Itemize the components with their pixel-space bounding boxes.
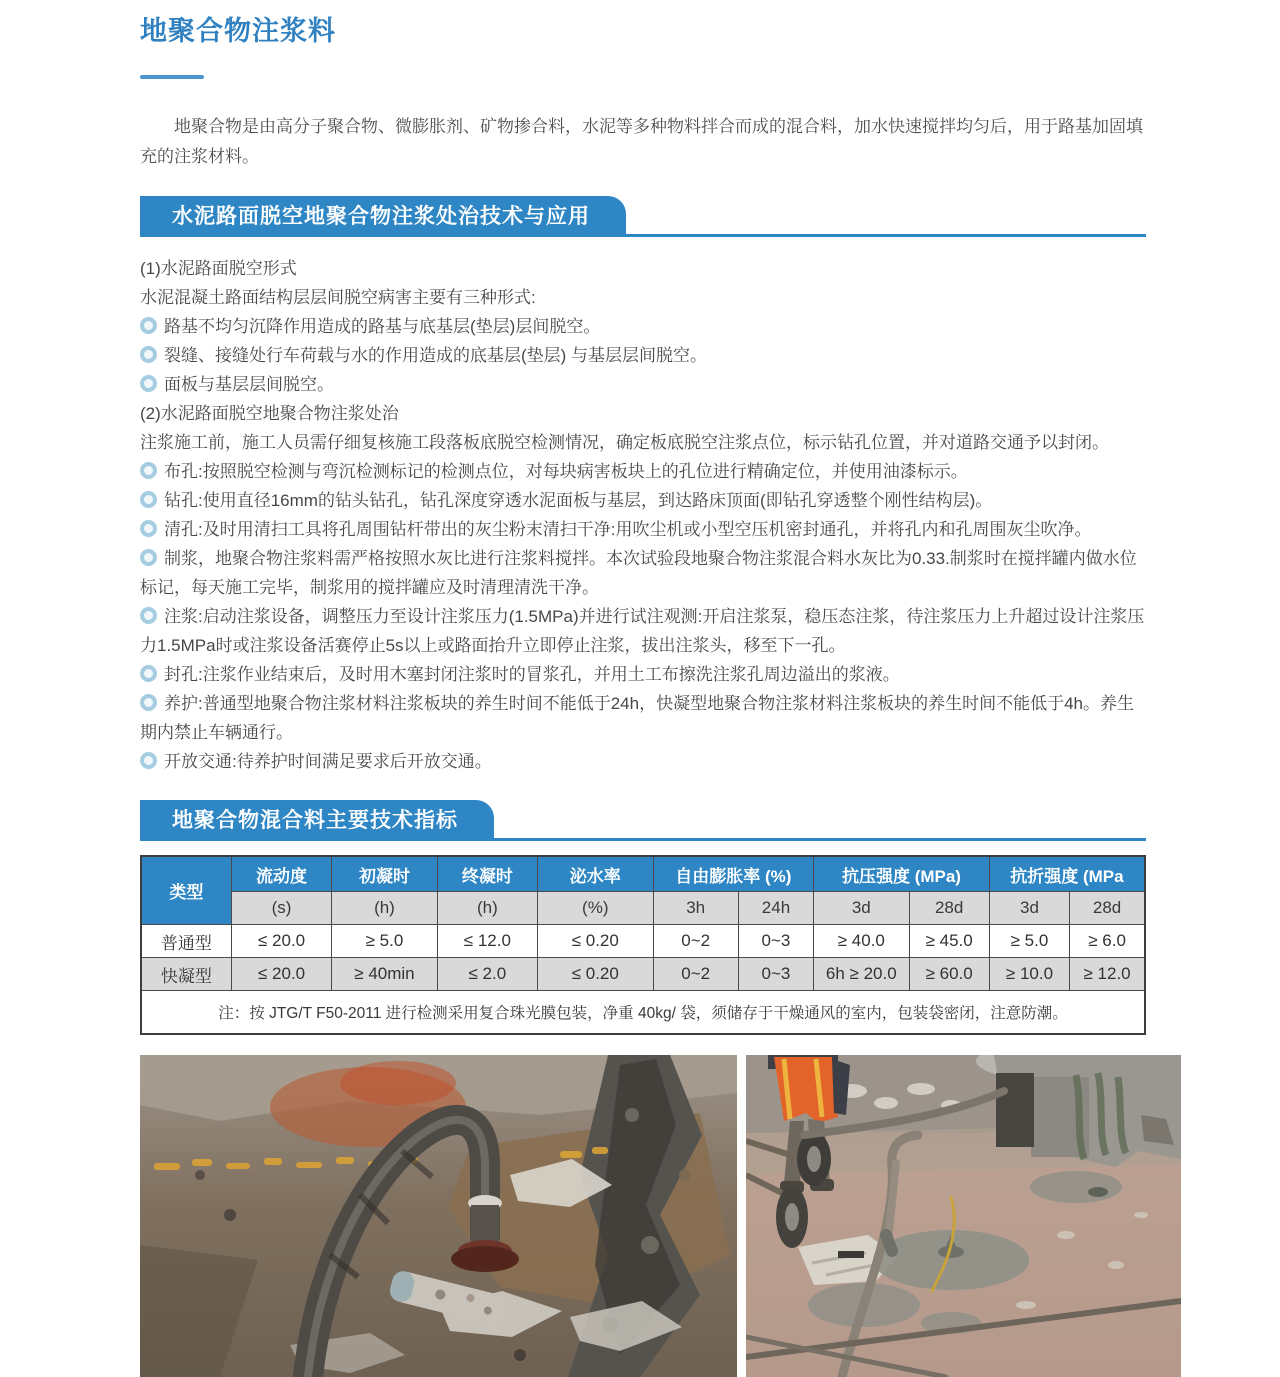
text-line: [140, 312, 1146, 341]
ring-bullet-icon: [140, 346, 157, 363]
text-line-content: 注浆:启动注浆设备，调整压力至设计注浆压力(1.5MPa)并进行试注观测:开启注浆泵，稳压态注浆，待注浆压力上升超过设计注浆压力1.5MPa时或注浆设备活赛停止5s以上或路面抬升立即停止注浆，拔出注浆头，移至下一孔。: [140, 607, 1145, 655]
header-cell: 泌水率: [538, 856, 653, 892]
text-line: [140, 283, 1146, 312]
text-line-content: 制浆，地聚合物注浆料需严格按照水灰比进行注浆料搅拌。本次试验段地聚合物注浆混合料水灰比为0.33.制浆时在搅拌罐内做水位标记，每天施工完毕，制浆用的搅拌罐应及时清理清洗干净。: [140, 549, 1137, 597]
table-cell: ≥ 60.0: [909, 958, 989, 991]
table-cell: 0~2: [653, 925, 738, 958]
table-cell: ≥ 45.0: [909, 925, 989, 958]
text-line-content: 注浆施工前，施工人员需仔细复核施工段落板底脱空检测情况，确定板底脱空注浆点位，标示钻孔位置，并对道路交通予以封闭。: [140, 433, 1109, 452]
text-line-content: 路基不均匀沉降作用造成的路基与底基层(垫层)层间脱空。: [164, 317, 601, 336]
row-label: 快凝型: [141, 958, 231, 991]
subheader-cell: (h): [332, 892, 437, 925]
text-line: [140, 341, 1146, 370]
table-cell: ≥ 6.0: [1070, 925, 1145, 958]
ring-bullet-icon: [140, 665, 157, 682]
text-line: [140, 428, 1146, 457]
header-cell: 终凝时: [437, 856, 537, 892]
table-cell: 6h ≥ 20.0: [814, 958, 909, 991]
table-cell: ≥ 5.0: [332, 925, 437, 958]
table-cell: ≤ 2.0: [437, 958, 537, 991]
table-cell: ≥ 12.0: [1070, 958, 1145, 991]
ring-bullet-icon: [140, 491, 157, 508]
text-line-content: 清孔:及时用清扫工具将孔周围钻杆带出的灰尘粉末清扫干净:用吹尘机或小型空压机密封通孔，并将孔内和孔周围灰尘吹净。: [164, 520, 1092, 539]
table-header-row-1: [141, 856, 1145, 892]
table-cell: ≥ 10.0: [989, 958, 1069, 991]
text-line-content: 钻孔:使用直径16mm的钻头钻孔，钻孔深度穿透水泥面板与基层，到达路床顶面(即钻孔穿透整个刚性结构层)。: [164, 491, 993, 510]
text-line: [140, 457, 1146, 486]
text-line: [140, 660, 1146, 689]
text-line: [140, 747, 1146, 776]
table-note: 注：按 JTG/T F50-2011 进行检测采用复合珠光膜包装，净重 40kg/ 袋，须储存于干燥通风的室内，包装袋密闭，注意防潮。: [141, 991, 1145, 1035]
subheader-cell: (h): [437, 892, 537, 925]
text-line-content: 裂缝、接缝处行车荷载与水的作用造成的底基层(垫层) 与基层层间脱空。: [164, 346, 708, 365]
subheader-cell: 3d: [814, 892, 909, 925]
header-cell: 初凝时: [332, 856, 437, 892]
table-cell: 0~3: [738, 925, 813, 958]
ring-bullet-icon: [140, 317, 157, 334]
header-cell: 自由膨胀率 (%): [653, 856, 814, 892]
table-cell: ≥ 40.0: [814, 925, 909, 958]
text-line-content: 面板与基层层间脱空。: [164, 375, 334, 394]
subheader-cell: (%): [538, 892, 653, 925]
ring-bullet-icon: [140, 549, 157, 566]
ring-bullet-icon: [140, 694, 157, 711]
content-column: [140, 14, 1146, 1035]
table-cell: ≥ 40min: [332, 958, 437, 991]
table-row-fast-type: [141, 958, 1145, 991]
page-title: 地聚合物注浆料: [140, 16, 336, 46]
header-cell: 抗折强度 (MPa: [989, 856, 1145, 892]
header-cell-type: 类型: [141, 856, 231, 925]
table-cell: ≥ 5.0: [989, 925, 1069, 958]
ring-bullet-icon: [140, 520, 157, 537]
text-line-content: 布孔:按照脱空检测与弯沉检测标记的检测点位，对每块病害板块上的孔位进行精确定位，并使用油漆标示。: [164, 462, 968, 481]
text-line-content: 水泥混凝土路面结构层层间脱空病害主要有三种形式:: [140, 288, 536, 307]
subheader-cell: 24h: [738, 892, 813, 925]
ring-bullet-icon: [140, 607, 157, 624]
table-cell: ≤ 12.0: [437, 925, 537, 958]
subheader-cell: 28d: [1070, 892, 1145, 925]
header-cell: 抗压强度 (MPa): [814, 856, 990, 892]
text-line: [140, 544, 1146, 602]
table-cell: ≤ 0.20: [538, 958, 653, 991]
text-line-content: 开放交通:待养护时间满足要求后开放交通。: [164, 752, 492, 771]
header-cell: 流动度: [231, 856, 331, 892]
specs-banner-row: [140, 800, 1146, 841]
text-line-content: (2)水泥路面脱空地聚合物注浆处治: [140, 404, 399, 423]
table-cell: 0~3: [738, 958, 813, 991]
process-banner-row: [140, 196, 1146, 237]
ring-bullet-icon: [140, 375, 157, 392]
table-cell: 0~2: [653, 958, 738, 991]
photo-grouting-worksite: [746, 1055, 1181, 1377]
text-line-content: 养护:普通型地聚合物注浆材料注浆板块的养生时间不能低于24h，快凝型地聚合物注浆材料注浆板块的养生时间不能低于4h。养生期内禁止车辆通行。: [140, 694, 1134, 742]
table-cell: ≤ 20.0: [231, 958, 331, 991]
process-text-block: [140, 254, 1146, 776]
table-row-normal-type: [141, 925, 1145, 958]
subheader-cell: 3h: [653, 892, 738, 925]
text-line: [140, 370, 1146, 399]
subheader-cell: 3d: [989, 892, 1069, 925]
spec-table: [140, 855, 1146, 1035]
specs-section-banner: 地聚合物混合料主要技术指标: [140, 800, 494, 841]
table-note-row: [141, 991, 1145, 1035]
ring-bullet-icon: [140, 462, 157, 479]
text-line: [140, 602, 1146, 660]
table-header-row-2: [141, 892, 1145, 925]
text-line: [140, 486, 1146, 515]
intro-paragraph: 地聚合物是由高分子聚合物、微膨胀剂、矿物掺合料，水泥等多种物料拌合而成的混合料，加水快速搅拌均匀后，用于路基加固填充的注浆材料。: [140, 117, 1143, 166]
table-cell: ≤ 20.0: [231, 925, 331, 958]
title-underline: [140, 75, 204, 79]
subheader-cell: 28d: [909, 892, 989, 925]
text-line: [140, 254, 1146, 283]
process-section-banner: 水泥路面脱空地聚合物注浆处治技术与应用: [140, 196, 626, 237]
text-line: [140, 515, 1146, 544]
table-cell: ≤ 0.20: [538, 925, 653, 958]
text-line-content: (1)水泥路面脱空形式: [140, 259, 297, 278]
subheader-cell: (s): [231, 892, 331, 925]
text-line-content: 封孔:注浆作业结束后，及时用木塞封闭注浆时的冒浆孔，并用土工布擦洗注浆孔周边溢出的浆液。: [164, 665, 900, 684]
row-label: 普通型: [141, 925, 231, 958]
text-line: [140, 689, 1146, 747]
photo-row: [140, 1055, 1181, 1377]
text-line: [140, 399, 1146, 428]
photo-grout-injection-port: [140, 1055, 737, 1377]
ring-bullet-icon: [140, 752, 157, 769]
